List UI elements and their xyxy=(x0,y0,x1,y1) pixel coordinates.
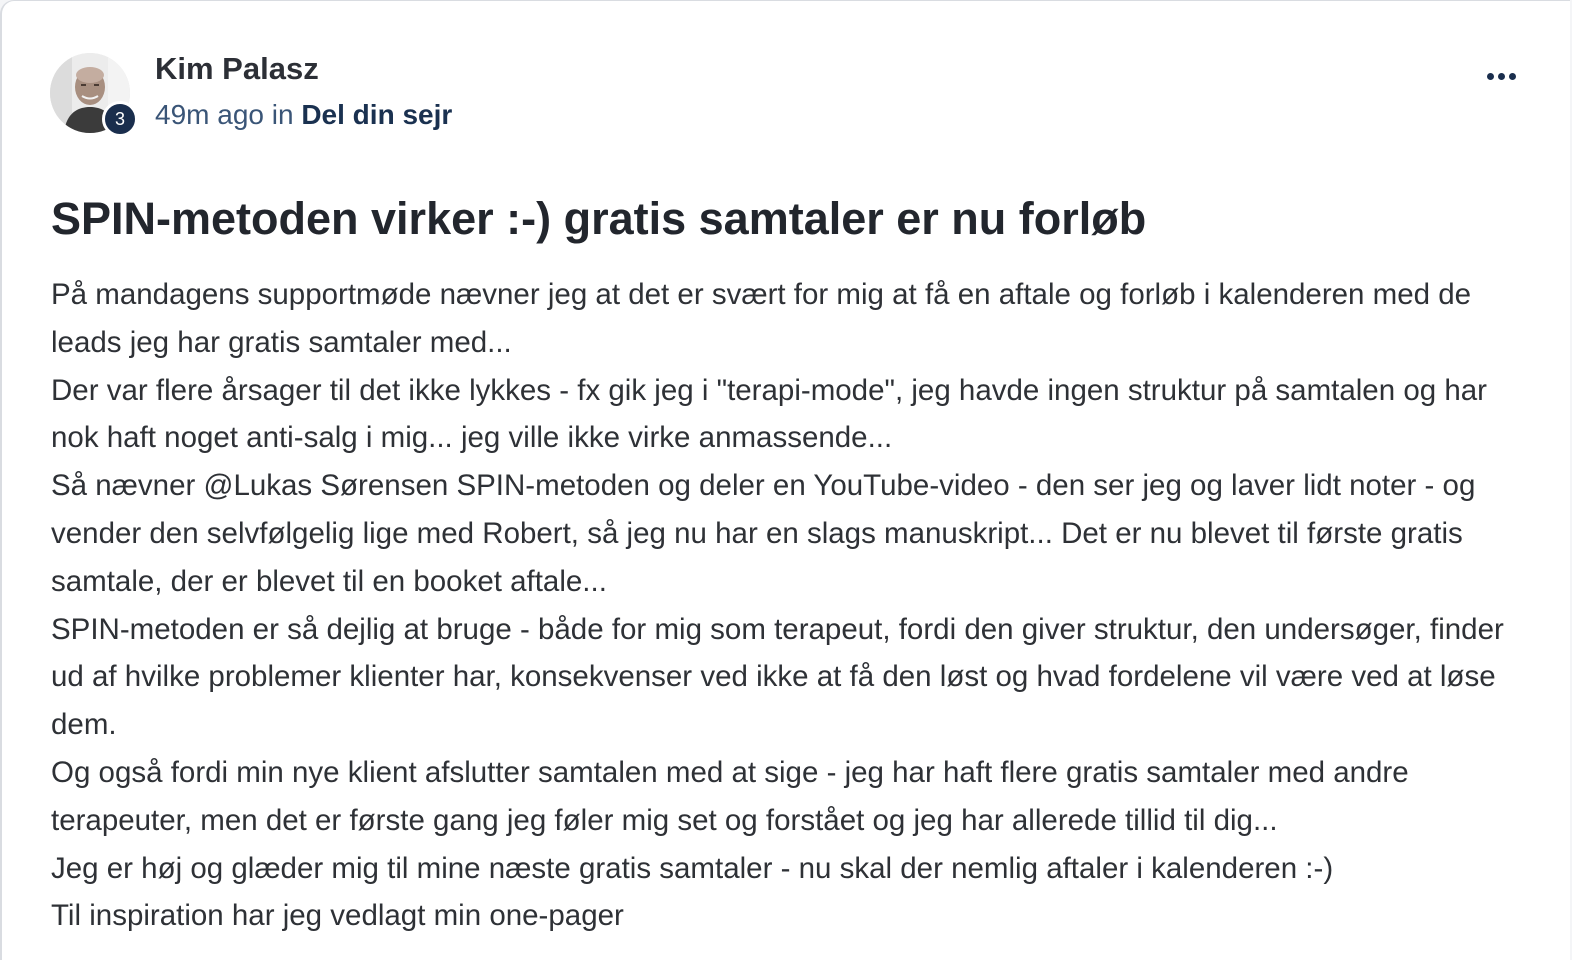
more-options-button[interactable] xyxy=(1472,59,1530,95)
author-name[interactable]: Kim Palasz xyxy=(155,51,319,86)
post-time: 49m ago xyxy=(155,99,264,130)
post-title[interactable]: SPIN-metoden virker :-) gratis samtaler er nu forløb xyxy=(51,193,1147,244)
meta-in-word: in xyxy=(271,99,294,130)
post-body xyxy=(51,271,1541,940)
post-paragraph: På mandagens supportmøde nævner jeg at det er svært for mig at få en aftale og forløb i kalenderen med de leads jeg har gratis samtaler med... xyxy=(51,278,1472,359)
more-horizontal-icon-dot xyxy=(1498,73,1505,80)
post-paragraph: Til inspiration har jeg vedlagt min one-pager xyxy=(51,899,624,933)
author-avatar-wrap[interactable] xyxy=(50,53,130,133)
more-horizontal-icon xyxy=(1487,73,1494,80)
level-badge: 3 xyxy=(102,101,138,137)
post-meta xyxy=(155,99,452,131)
category-link[interactable]: Del din sejr xyxy=(301,99,453,130)
post-paragraph: SPIN-metoden er så dejlig at bruge - både for mig som terapeut, fordi den giver struktur, den undersøger, finder ud af hvilke problemer klienter har, konsekvenser ved ikke at få den løst og hvad fordelene vil være ved at løse dem. xyxy=(51,612,1504,742)
post-paragraph: Der var flere årsager til det ikke lykkes - fx gik jeg i "terapi-mode", jeg havde ingen struktur på samtalen og har nok haft noget anti-salg i mig... jeg ville ikke virke anmassende... xyxy=(51,373,1487,455)
more-horizontal-icon-dot xyxy=(1509,73,1516,80)
post-paragraph: Så nævner @Lukas Sørensen SPIN-metoden og deler en YouTube-video - den ser jeg og laver lidt noter - og vender den selvfølgelig lige med Robert, så jeg nu har en slags manuskript... Det er nu blevet til første gratis samtale, der er blevet til en booket aftale... xyxy=(51,469,1476,598)
post-paragraph: Jeg er høj og glæder mig til mine næste gratis samtaler - nu skal der nemlig aftaler i kalenderen :-) xyxy=(51,851,1334,885)
post-paragraph: Og også fordi min nye klient afslutter samtalen med at sige - jeg har haft flere gratis samtaler med andre terapeuter, men det er første gang jeg føler mig set og forstået og jeg har allerede tillid til dig... xyxy=(51,755,1409,837)
